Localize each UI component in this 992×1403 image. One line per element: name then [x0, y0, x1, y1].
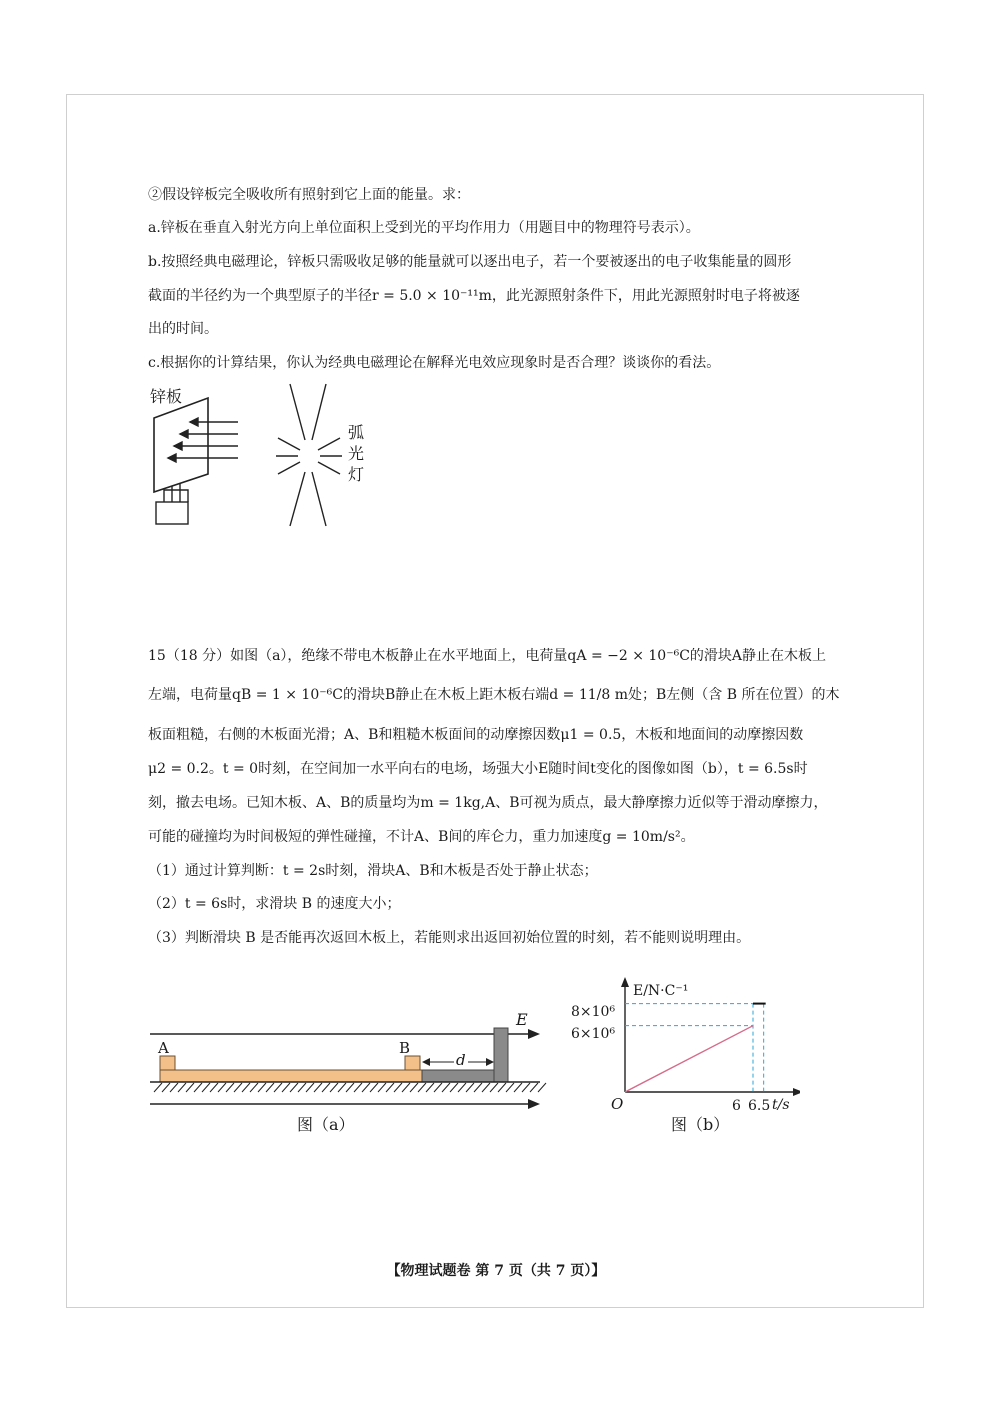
part2-intro: ②假设锌板完全吸收所有照射到它上面的能量。求： — [148, 187, 470, 203]
label-a: A — [158, 1039, 169, 1057]
q15-sub2: （2）t = 6s时，求滑块 B 的速度大小； — [148, 896, 401, 912]
zinc-plate-label: 锌板 — [150, 387, 183, 406]
figure-a-caption: 图（a） — [297, 1115, 355, 1134]
part2-question-c: c.根据你的计算结果，你认为经典电磁理论在解释光电效应现象时是否合理？谈谈你的看法。 — [148, 355, 721, 371]
x-axis-label: t/s — [772, 1097, 790, 1113]
block-b — [405, 1056, 420, 1070]
q15-line6: 可能的碰撞均为时间极短的弹性碰撞，不计A、B间的库仑力，重力加速度g = 10m/s²。 — [148, 829, 695, 845]
y-axis-arrow — [621, 977, 629, 987]
origin-label: O — [611, 1095, 624, 1113]
x-axis-arrow — [793, 1088, 800, 1096]
y-axis-label: E/N·C⁻¹ — [633, 983, 689, 999]
field-arrow-top — [528, 1029, 540, 1039]
part2-question-b-line1: b.按照经典电磁理论，锌板只需吸收足够的能量就可以逐出电子，若一个要被逐出的电子收集能量的圆形 — [148, 254, 792, 270]
page-footer: 【物理试题卷 第 7 页（共 7 页）】 — [386, 1263, 606, 1279]
y-tick-8e6: 8×10⁶ — [571, 1004, 616, 1020]
q15-line4: μ2 = 0.2。t = 0时刻，在空间加一水平向右的电场，场强大小E随时间t变化的图像如图（b），t = 6.5s时 — [148, 761, 808, 777]
q15-line2: 左端，电荷量qB = 1 × 10⁻⁶C的滑块B静止在木板上距木板右端d = 11/8 m处；B左侧（含 B 所在位置）的木 — [148, 687, 840, 703]
x-tick-6: 6 — [732, 1098, 741, 1114]
part2-question-b-line2: 截面的半径约为一个典型原子的半径r = 5.0 × 10⁻¹¹m，此光源照射条件下，用此光源照射时电子将被逐 — [148, 288, 800, 304]
figure-a — [140, 1000, 550, 1110]
series-ramp — [625, 1026, 753, 1092]
q15-line1: 15（18 分）如图（a），绝缘不带电木板静止在水平地面上，电荷量qA = −2 × 10⁻⁶C的滑块A静止在木板上 — [148, 648, 827, 664]
block-a — [160, 1056, 175, 1070]
arc-lamp-label-3: 灯 — [348, 465, 365, 484]
x-tick-6-5: 6.5 — [748, 1098, 771, 1114]
end-wall — [494, 1028, 508, 1082]
q15-line5: 刻，撤去电场。已知木板、A、B的质量均为m = 1kg,A、B可视为质点，最大静摩擦力近似等于滑动摩擦力， — [148, 795, 828, 811]
arc-lamp — [276, 384, 342, 526]
field-arrow-bottom — [528, 1099, 540, 1109]
label-e: E — [516, 1010, 528, 1029]
wood-board — [160, 1070, 422, 1082]
arc-lamp-label-1: 弧 — [348, 423, 365, 442]
smooth-region — [422, 1070, 494, 1082]
label-b: B — [399, 1039, 411, 1057]
ground-hatch — [154, 1083, 546, 1092]
q15-sub1: （1）通过计算判断：t = 2s时刻，滑块A、B和木板是否处于静止状态； — [148, 863, 598, 879]
zinc-lamp-figure — [140, 380, 380, 535]
part2-question-a: a.锌板在垂直入射光方向上单位面积上受到光的平均作用力（用题目中的物理符号表示）。 — [148, 220, 700, 236]
light-arrows — [168, 418, 238, 462]
q15-line3: 板面粗糙，右侧的木板面光滑；A、B和粗糙木板面间的动摩擦因数μ1 = 0.5，木板和地面间的动摩擦因数 — [148, 727, 804, 743]
q15-sub3: （3）判断滑块 B 是否能再次返回木板上，若能则求出返回初始位置的时刻，若不能则说明理由。 — [148, 930, 751, 946]
label-d: d — [456, 1051, 466, 1069]
arc-lamp-label-2: 光 — [348, 444, 365, 463]
y-tick-6e6: 6×10⁶ — [571, 1026, 616, 1042]
figure-b-caption: 图（b） — [671, 1115, 730, 1134]
part2-question-b-line3: 出的时间。 — [148, 321, 218, 337]
